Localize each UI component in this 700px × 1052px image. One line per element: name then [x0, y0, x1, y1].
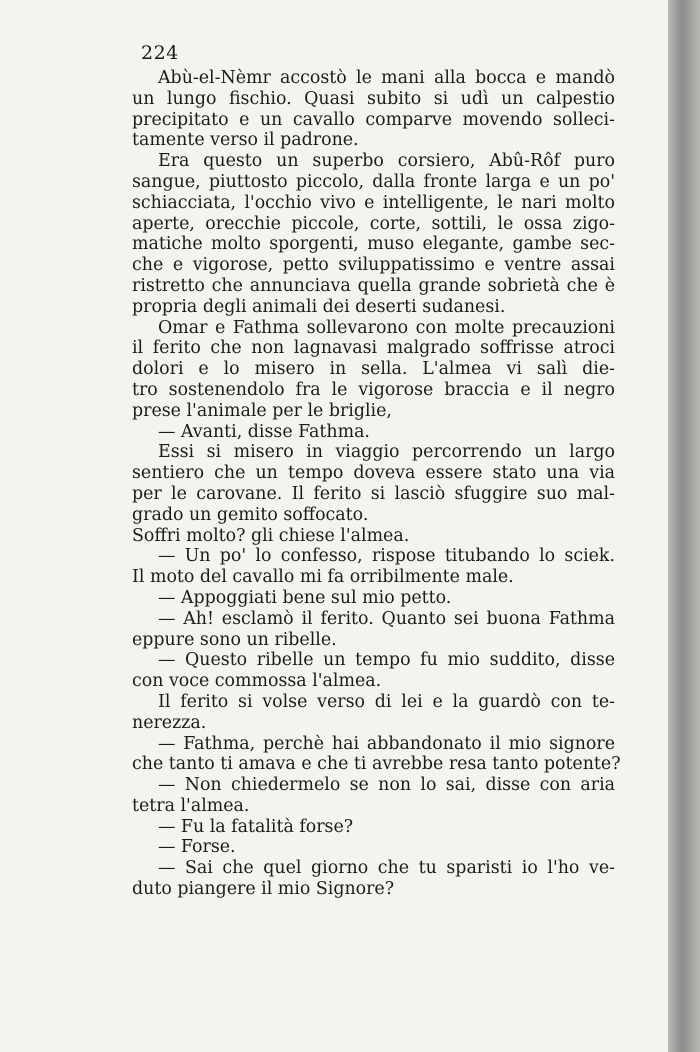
text-line: tetra l'almea.: [132, 795, 250, 816]
text-line: Il moto del cavallo mi fa orribilmente male.: [132, 567, 514, 588]
text-line: dolori e lo misero in sella. L'almea vi salì die-: [132, 359, 615, 380]
text-line: Il ferito si volse verso di lei e la guardò con te-: [158, 691, 615, 712]
text-line: che tanto ti amava e che ti avrebbe resa tanto potente?: [132, 754, 621, 775]
text-line: duto piangere il mio Signore?: [132, 879, 395, 900]
book-gutter-edge: [668, 0, 700, 1052]
text-line: il ferito che non lagnavasi malgrado soffrisse atroci: [132, 338, 615, 359]
text-line: Omar e Fathma sollevarono con molte precauzioni: [158, 317, 615, 338]
text-line: prese l'animale per le briglie,: [132, 400, 392, 421]
text-line: ristretto che annunciava quella grande sobrietà che è: [132, 275, 615, 296]
text-line: sentiero che un tempo doveva essere stato una via: [132, 463, 615, 484]
page-text: [132, 68, 621, 900]
text-line: un lungo fischio. Quasi subito si udì un calpestio: [132, 88, 615, 109]
text-line: — Fu la fatalità forse?: [158, 816, 354, 837]
text-line: Essi si misero in viaggio percorrendo un largo: [158, 442, 615, 463]
text-line: eppure sono un ribelle.: [132, 629, 337, 650]
text-line: — Un po' lo confesso, rispose titubando lo sciek.: [158, 546, 615, 567]
text-line: Abù-el-Nèmr accostò le mani alla bocca e mandò: [158, 68, 615, 88]
text-line: propria degli animali dei deserti sudanesi.: [132, 296, 506, 317]
text-line: — Forse.: [158, 837, 236, 858]
text-line: — Avanti, disse Fathma.: [158, 421, 370, 442]
text-line: con voce commossa l'almea.: [132, 671, 382, 692]
text-line: — Ah! esclamò il ferito. Quanto sei buona Fathma: [158, 608, 615, 629]
page-number: 224: [141, 42, 179, 64]
text-line: grado un gemito soffocato.: [132, 504, 369, 525]
text-line: — Questo ribelle un tempo fu mio suddito, disse: [158, 650, 615, 671]
text-line: sangue, piuttosto piccolo, dalla fronte larga e un po': [132, 171, 615, 192]
text-line: schiacciata, l'occhio vivo e intelligente, le nari molto: [132, 192, 615, 213]
text-line: Soffri molto? gli chiese l'almea.: [132, 525, 410, 546]
text-line: — Appoggiati bene sul mio petto.: [158, 587, 452, 608]
text-line: aperte, orecchie piccole, corte, sottili, le ossa zigo-: [132, 213, 615, 234]
text-line: — Fathma, perchè hai abbandonato il mio signore: [158, 733, 615, 754]
text-line: tamente verso il padrone.: [132, 130, 359, 151]
text-line: — Non chiedermelo se non lo sai, disse con aria: [158, 775, 615, 796]
text-line: Era questo un superbo corsiero, Abû-Rôf puro: [158, 151, 615, 172]
text-line: tro sostenendolo fra le vigorose braccia e il negro: [132, 379, 615, 400]
text-line: precipitato e un cavallo comparve movendo solleci-: [132, 109, 615, 130]
text-line: nerezza.: [132, 712, 207, 733]
text-line: matiche molto sporgenti, muso elegante, gambe sec-: [132, 234, 615, 255]
text-line: per le carovane. Il ferito si lasciò sfuggire suo mal-: [132, 483, 615, 504]
text-line: — Sai che quel giorno che tu sparisti io l'ho ve-: [158, 858, 615, 879]
text-line: che e vigorose, petto sviluppatissimo e ventre assai: [132, 255, 615, 276]
